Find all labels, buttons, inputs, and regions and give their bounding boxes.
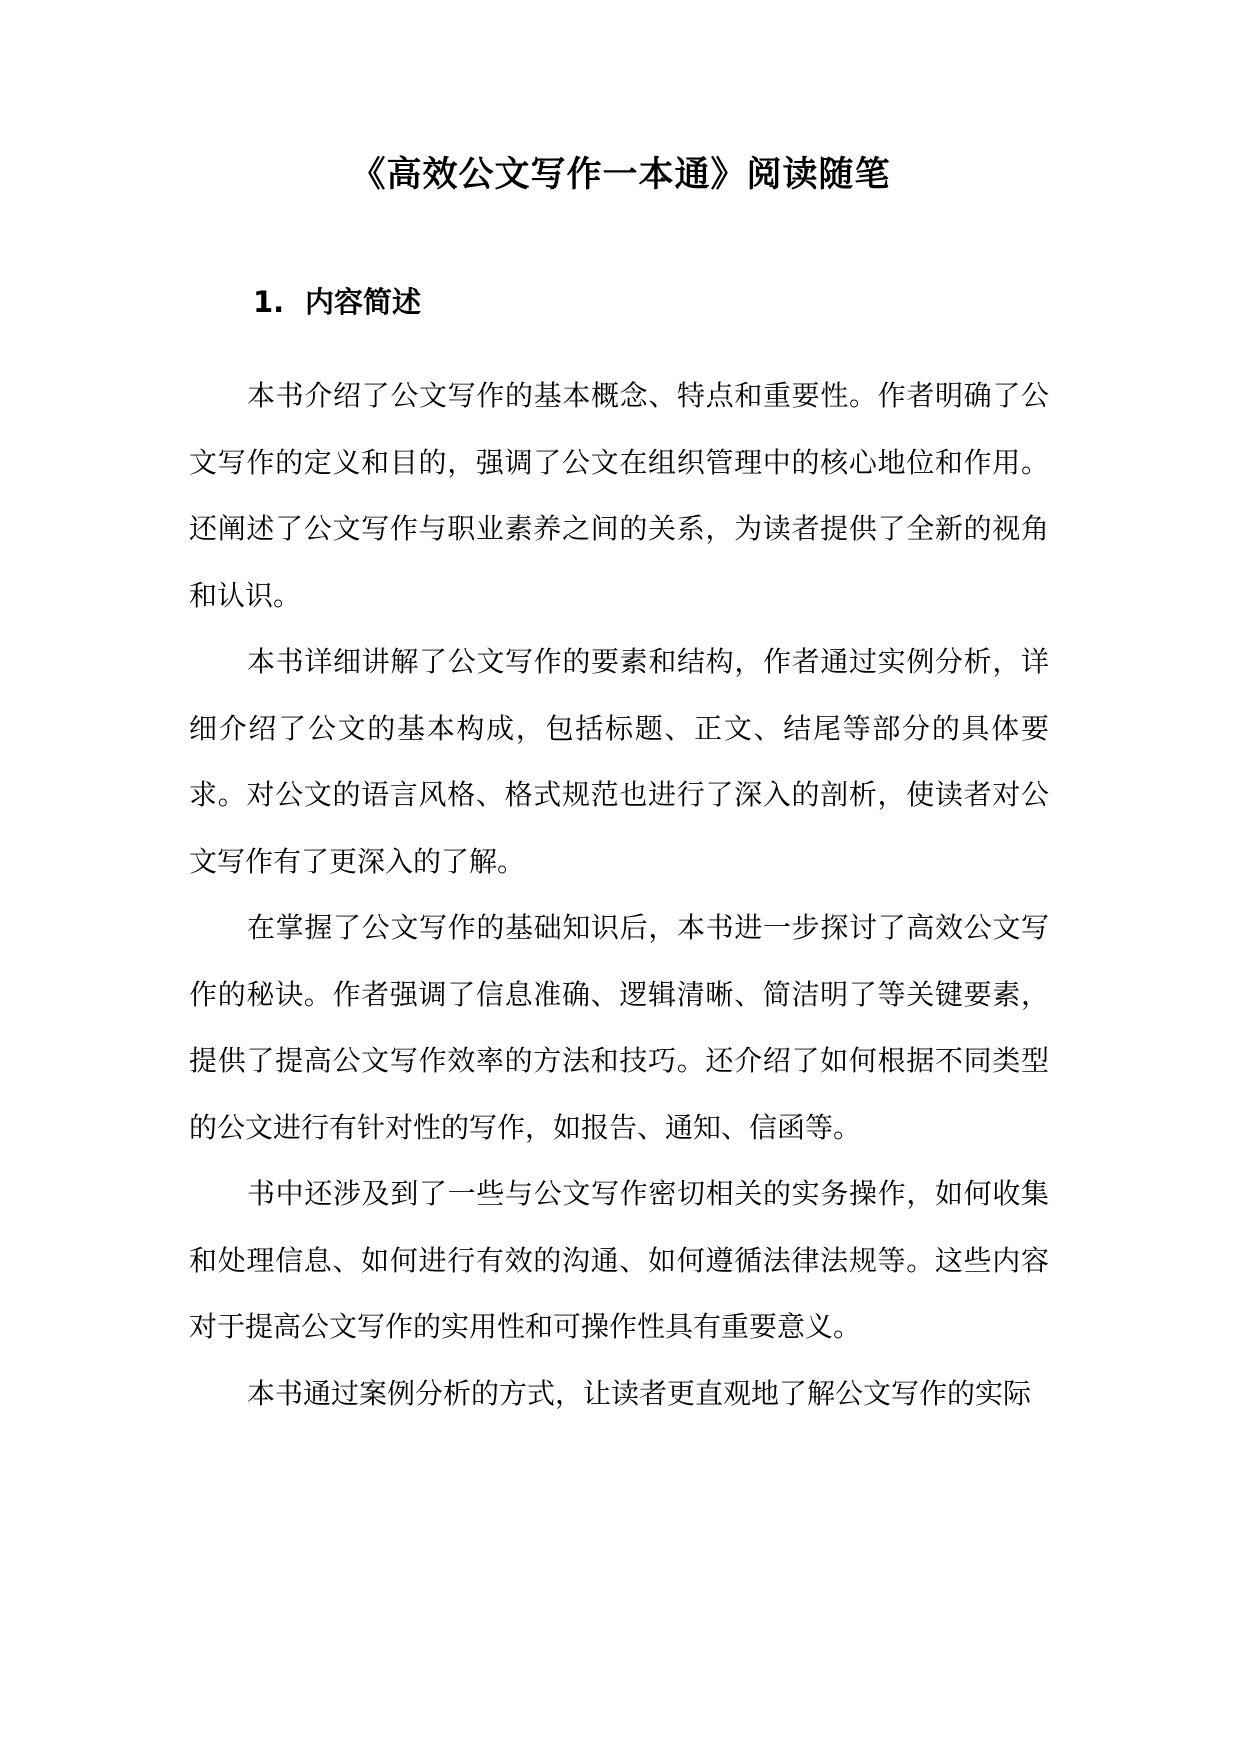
- document-title: 《高效公文写作一本通》阅读随笔: [350, 155, 891, 195]
- section-title: 内容简述: [305, 285, 422, 319]
- paragraph: 本书通过案例分析的方式，让读者更直观地了解公文写作的实际: [247, 1376, 1032, 1410]
- body-text: [189, 363, 1049, 1427]
- paragraph: 在掌握了公文写作的基础知识后，本书进一步探讨了高效公文写作的秘诀。作者强调了信息准确、逻辑清晰、简洁明了等关键要素，提供了提高公文写作效率的方法和技巧。还介绍了如何根据不同类型的公文进行有针对性的写作，如报告、通知、信函等。: [189, 911, 1049, 1144]
- paragraph: 本书介绍了公文写作的基本概念、特点和重要性。作者明确了公文写作的定义和目的，强调了公文在组织管理中的核心地位和作用。还阐述了公文写作与职业素养之间的关系，为读者提供了全新的视角和认识。: [189, 379, 1049, 612]
- section-heading: [253, 280, 421, 324]
- section-number: 1.: [253, 285, 285, 319]
- paragraph: 本书详细讲解了公文写作的要素和结构，作者通过实例分析，详细介绍了公文的基本构成，包括标题、正文、结尾等部分的具体要求。对公文的语言风格、格式规范也进行了深入的剖析，使读者对公文写作有了更深入的了解。: [189, 645, 1049, 878]
- paragraph: 书中还涉及到了一些与公文写作密切相关的实务操作，如何收集和处理信息、如何进行有效的沟通、如何遵循法律法规等。这些内容对于提高公文写作的实用性和可操作性具有重要意义。: [189, 1177, 1049, 1343]
